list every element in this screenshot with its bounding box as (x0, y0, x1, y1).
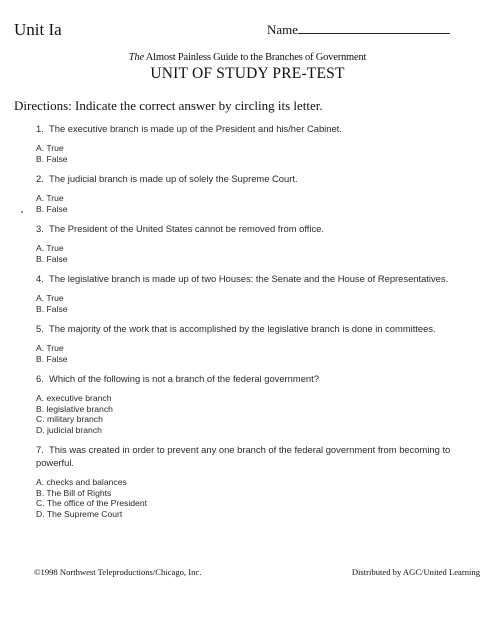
subtitle-text: Almost Painless Guide to the Branches of Government (145, 52, 367, 63)
question-list (36, 122, 476, 519)
question-number: 1. (36, 123, 44, 134)
question-prompt: Which of the following is not a branch of the federal government? (49, 373, 319, 384)
margin-speck (21, 211, 23, 213)
question-text (36, 122, 476, 135)
question-text (36, 372, 476, 385)
answer-option[interactable]: A. executive branch (36, 393, 112, 403)
question-prompt: The President of the United States cannot be removed from office. (49, 223, 324, 234)
subtitle-italic: The (128, 52, 144, 63)
answer-option[interactable]: B. False (36, 353, 68, 364)
guide-subtitle (0, 52, 495, 63)
question-text (36, 222, 476, 235)
question-text (36, 443, 476, 469)
answer-option[interactable]: D. judicial branch (36, 424, 102, 435)
directions-text: Directions: Indicate the correct answer by circling its letter. (14, 98, 323, 113)
question-prompt: This was created in order to prevent any one branch of the federal government from becoming to powerful. (36, 444, 451, 468)
answer-option[interactable]: B. False (36, 303, 68, 314)
answer-option[interactable]: A. True (36, 293, 64, 303)
question-text (36, 272, 476, 285)
copyright-text: ©1998 Northwest Teleproductions/Chicago, Inc. (34, 567, 202, 577)
unit-label: Unit Ia (14, 20, 62, 39)
name-label: Name (267, 22, 299, 37)
question-number: 5. (36, 323, 44, 334)
answer-option[interactable]: B. False (36, 203, 68, 214)
distributor-text: Distributed by AGC/United Learning (351, 567, 480, 577)
question-7 (36, 443, 476, 519)
answer-option[interactable]: A. checks and balances (36, 477, 127, 487)
answer-option[interactable]: A. True (36, 143, 64, 153)
answer-option[interactable]: C. The office of the President (36, 498, 147, 508)
answer-option[interactable]: B. False (36, 253, 68, 264)
question-prompt: The judicial branch is made up of solely the Supreme Court. (49, 173, 298, 184)
question-number: 6. (36, 373, 44, 384)
question-1 (36, 122, 476, 172)
name-field[interactable] (267, 21, 450, 38)
answer-option[interactable]: A. True (36, 193, 64, 203)
question-number: 4. (36, 273, 44, 284)
question-number: 3. (36, 223, 44, 234)
question-4 (36, 272, 476, 322)
answer-option[interactable]: B. False (36, 153, 68, 164)
answer-option[interactable]: A. True (36, 343, 64, 353)
answer-option[interactable]: B. The Bill of Rights (36, 487, 112, 498)
answer-option[interactable]: B. legislative branch (36, 403, 113, 414)
question-prompt: The legislative branch is made up of two Houses: the Senate and the House of Representatives. (49, 273, 449, 284)
question-3 (36, 222, 476, 272)
question-number: 2. (36, 173, 44, 184)
question-6 (36, 372, 476, 443)
answer-option[interactable]: D. The Supreme Court (36, 508, 123, 519)
question-text (36, 322, 476, 335)
name-blank-line[interactable] (298, 21, 450, 34)
page-title: UNIT OF STUDY PRE-TEST (150, 65, 345, 82)
question-prompt: The majority of the work that is accomplished by the legislative branch is done in committees. (49, 323, 436, 334)
question-5 (36, 322, 476, 372)
question-2 (36, 172, 476, 222)
question-prompt: The executive branch is made up of the President and his/her Cabinet. (49, 123, 342, 134)
question-number: 7. (36, 444, 44, 455)
question-text (36, 172, 476, 185)
answer-option[interactable]: A. True (36, 243, 64, 253)
answer-option[interactable]: C. military branch (36, 414, 103, 424)
